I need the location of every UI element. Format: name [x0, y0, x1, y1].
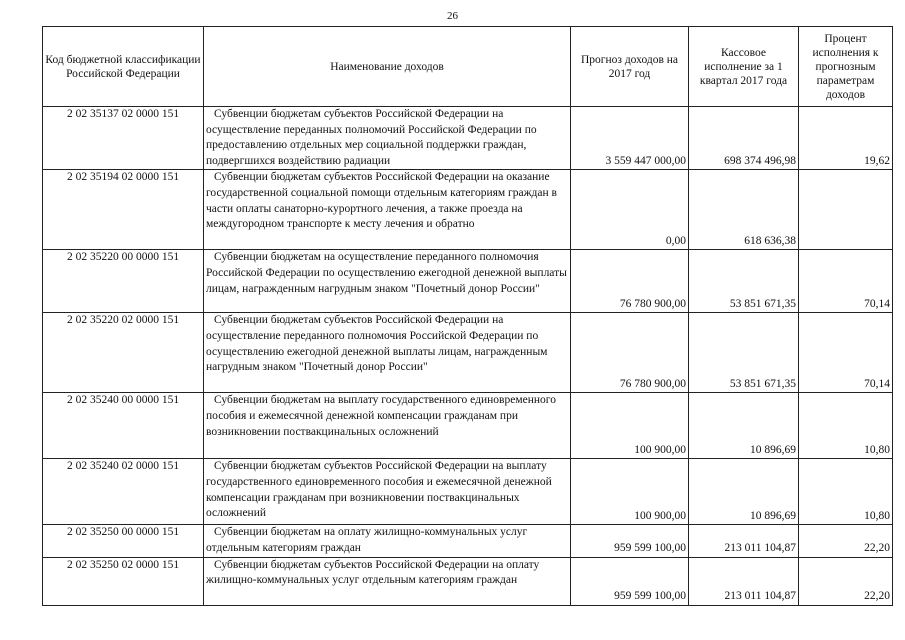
table-row [43, 250, 893, 313]
page-number: 26 [447, 10, 458, 22]
row-name [204, 459, 571, 525]
row-code: 2 02 35220 00 0000 151 [43, 250, 204, 313]
row-name [204, 557, 571, 605]
row-forecast: 0,00 [571, 170, 689, 250]
table-row [43, 557, 893, 605]
row-actual: 618 636,38 [689, 170, 799, 250]
row-name-text: Субвенции бюджетам субъектов Российской Федерации на осуществление переданных полномочий Российской Федерации по предоставлению отдельных мер социальной поддержки граждан, подвергшихся воздействию радиации [206, 108, 537, 167]
row-code: 2 02 35250 02 0000 151 [43, 557, 204, 605]
row-forecast: 76 780 900,00 [571, 313, 689, 393]
row-forecast: 959 599 100,00 [571, 557, 689, 605]
row-forecast: 3 559 447 000,00 [571, 107, 689, 170]
row-code: 2 02 35250 00 0000 151 [43, 525, 204, 557]
table-row [43, 170, 893, 250]
row-name [204, 250, 571, 313]
row-percent: 22,20 [799, 525, 893, 557]
row-percent: 19,62 [799, 107, 893, 170]
header-actual: Кассовое исполнение за 1 квартал 2017 года [689, 27, 799, 107]
row-name-text: Субвенции бюджетам субъектов Российской Федерации на осуществление переданного полномочия Российской Федерации по осуществлению ежегодной денежной выплаты лицам, награжденным нагрудным знаком "Почетный донор России" [206, 314, 548, 374]
row-percent: 10,80 [799, 393, 893, 459]
row-code: 2 02 35220 02 0000 151 [43, 313, 204, 393]
row-forecast: 959 599 100,00 [571, 525, 689, 557]
table-row [43, 393, 893, 459]
row-name [204, 393, 571, 459]
row-name [204, 170, 571, 250]
row-name-text: Субвенции бюджетам субъектов Российской Федерации на оплату жилищно-коммунальных услуг отдельным категориям граждан [206, 558, 540, 587]
row-actual: 213 011 104,87 [689, 557, 799, 605]
revenue-table [42, 26, 893, 606]
table-row [43, 525, 893, 557]
table-row [43, 313, 893, 393]
row-code: 2 02 35194 02 0000 151 [43, 170, 204, 250]
row-name-text: Субвенции бюджетам на осуществление переданного полномочия Российской Федерации по осуществлению ежегодной денежной выплаты лицам, награжденным нагрудным знаком "Почетный донор России" [206, 251, 567, 295]
row-percent [799, 170, 893, 250]
header-name: Наименование доходов [204, 27, 571, 107]
row-name-text: Субвенции бюджетам субъектов Российской Федерации на оказание государственной социальной помощи отдельным категориям граждан в части оплаты санаторно-курортного лечения, а также проезда на междугородном транспорте к месту лечения и обратно [206, 171, 557, 231]
row-percent: 70,14 [799, 250, 893, 313]
row-percent: 22,20 [799, 557, 893, 605]
row-code: 2 02 35137 02 0000 151 [43, 107, 204, 170]
row-name-text: Субвенции бюджетам субъектов Российской Федерации на выплату государственного единовременного пособия и ежемесячной денежной компенсации гражданам при возникновении поствакцинальных осложнений [206, 460, 552, 520]
row-actual: 213 011 104,87 [689, 525, 799, 557]
row-name [204, 525, 571, 557]
table-header-row [43, 27, 893, 107]
row-name-text: Субвенции бюджетам на выплату государственного единовременного пособия и ежемесячной денежной компенсации гражданам при возникновении поствакцинальных осложнений [206, 394, 556, 438]
header-code: Код бюджетной классификации Российской Федерации [43, 27, 204, 107]
row-forecast: 76 780 900,00 [571, 250, 689, 313]
row-percent: 10,80 [799, 459, 893, 525]
row-code: 2 02 35240 00 0000 151 [43, 393, 204, 459]
row-name [204, 107, 571, 170]
row-code: 2 02 35240 02 0000 151 [43, 459, 204, 525]
row-actual: 698 374 496,98 [689, 107, 799, 170]
row-actual: 53 851 671,35 [689, 250, 799, 313]
row-percent: 70,14 [799, 313, 893, 393]
row-name-text: Субвенции бюджетам на оплату жилищно-коммунальных услуг отдельным категориям граждан [206, 526, 528, 554]
row-forecast: 100 900,00 [571, 459, 689, 525]
table-row [43, 459, 893, 525]
row-actual: 10 896,69 [689, 393, 799, 459]
row-forecast: 100 900,00 [571, 393, 689, 459]
header-percent: Процент исполнения к прогнозным параметрам доходов [799, 27, 893, 107]
row-actual: 53 851 671,35 [689, 313, 799, 393]
row-actual: 10 896,69 [689, 459, 799, 525]
header-forecast: Прогноз доходов на 2017 год [571, 27, 689, 107]
table-row [43, 107, 893, 170]
row-name [204, 313, 571, 393]
